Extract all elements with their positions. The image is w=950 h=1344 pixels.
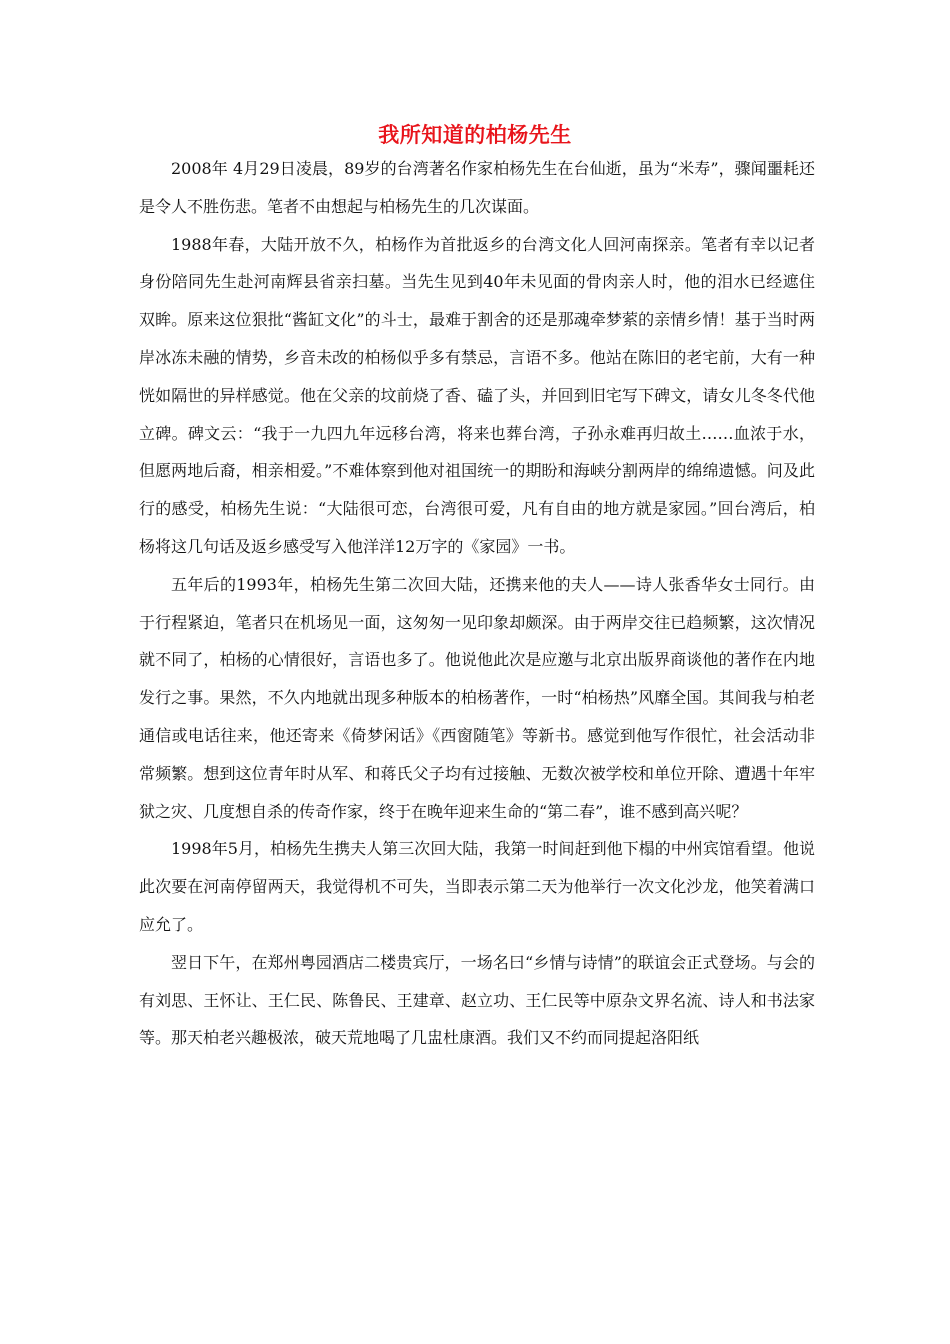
paragraph: 五年后的1993年，柏杨先生第二次回大陆，还携来他的夫人——诗人张香华女士同行。由于行程紧迫，笔者只在机场见一面，这匆匆一见印象却颇深。由于两岸交往已趋频繁，这次情况就不同了，柏杨的心情很好，言语也多了。他说他此次是应邀与北京出版界商谈他的著作在内地发行之事。果然，不久内地就出现多种版本的柏杨著作，一时“柏杨热”风靡全国。其间我与柏老通信或电话往来，他还寄来《倚梦闲话》《西窗随笔》等新书。感觉到他写作很忙，社会活动非常频繁。想到这位青年时从军、和蒋氏父子均有过接触、无数次被学校和单位开除、遭遇十年牢狱之灾、几度想自杀的传奇作家，终于在晚年迎来生命的“第二春”，谁不感到高兴呢？	[139, 574, 815, 821]
paragraph: 翌日下午，在郑州粤园酒店二楼贵宾厅，一场名曰“乡情与诗情”的联谊会正式登场。与会的有刘思、王怀让、王仁民、陈鲁民、王建章、赵立功、王仁民等中原杂文界名流、诗人和书法家等。那天柏老兴趣极浓，破天荒地喝了几盅杜康酒。我们又不约而同提起洛阳纸	[139, 952, 815, 1048]
paragraph: 2008年 4月29日凌晨，89岁的台湾著名作家柏杨先生在台仙逝，虽为“米寿”，骤闻噩耗还是令人不胜伤悲。笔者不由想起与柏杨先生的几次谋面。	[139, 159, 815, 216]
article-body	[139, 150, 815, 1057]
article-title: 我所知道的柏杨先生	[378, 122, 572, 147]
paragraph: 1998年5月，柏杨先生携夫人第三次回大陆，我第一时间赶到他下榻的中州宾馆看望。他说此次要在河南停留两天，我觉得机不可失，当即表示第二天为他举行一次文化沙龙，他笑着满口应允了。	[139, 839, 815, 934]
paragraph: 1988年春，大陆开放不久，柏杨作为首批返乡的台湾文化人回河南探亲。笔者有幸以记者身份陪同先生赴河南辉县省亲扫墓。当先生见到40年未见面的骨肉亲人时，他的泪水已经遮住双眸。原来这位狠批“酱缸文化”的斗士，最难于割舍的还是那魂牵梦萦的亲情乡情！基于当时两岸冰冻未融的情势，乡音未改的柏杨似乎多有禁忌，言语不多。他站在陈旧的老宅前，大有一种恍如隔世的异样感觉。他在父亲的坟前烧了香、磕了头，并回到旧宅写下碑文，请女儿冬冬代他立碑。碑文云：“我于一九四九年远移台湾，将来也葬台湾，子孙永难再归故土……血浓于水，但愿两地后裔，相亲相爱。”不难体察到他对祖国统一的期盼和海峡分割两岸的绵绵遗憾。问及此行的感受，柏杨先生说：“大陆很可恋，台湾很可爱，凡有自由的地方就是家园。”回台湾后，柏杨将这几句话及返乡感受写入他洋洋12万字的《家园》一书。	[139, 234, 815, 556]
